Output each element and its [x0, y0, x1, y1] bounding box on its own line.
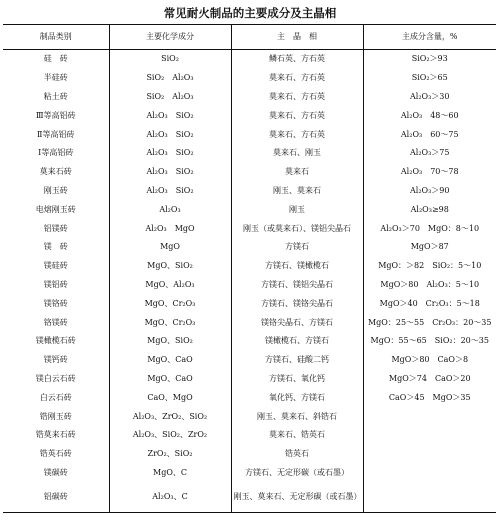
cell-composition: SiO₂ — [109, 50, 231, 69]
cell-category: 镁橄榄石砖 — [35, 336, 76, 346]
cell-composition: SiO₂ Al₂O₃ — [109, 88, 231, 107]
cell-composition: Al₂O₃ SiO₂ — [109, 144, 231, 163]
cell-phase: 莫来石、方石英 — [231, 125, 363, 144]
cell-phase: 方镁石、无定形碳（或石墨） — [231, 464, 363, 483]
cell-content — [363, 426, 496, 445]
cell-composition: MgO、Cr₂O₃ — [109, 294, 231, 313]
cell-phase: 莫来石、方石英 — [231, 69, 363, 88]
cell-category: Ⅲ等高铝砖 — [35, 110, 76, 120]
cell-category: 镁碳砖 — [43, 467, 68, 477]
header-row — [3, 25, 496, 50]
cell-phase: 莫来石 — [231, 163, 363, 182]
cell-category: 镁 砖 — [43, 242, 68, 252]
cell-content: MgO＞80 Al₂O₃：5～10 — [363, 276, 496, 295]
cell-composition: Al₂O₃、ZrO₂、SiO₂ — [109, 407, 231, 426]
table-title: 常见耐火制品的主要成分及主晶相 — [163, 6, 337, 20]
cell-phase: 镁橄榄石、方镁石 — [231, 332, 363, 351]
cell-category: 硅 砖 — [43, 54, 68, 64]
cell-category: 粘土砖 — [43, 91, 68, 101]
cell-phase: 方镁石、硅酸二钙 — [231, 351, 363, 370]
table-body — [3, 50, 496, 513]
cell-content: CaO＞45 MgO＞35 — [363, 388, 496, 407]
cell-composition: MgO、CaO — [109, 370, 231, 389]
cell-composition: Al₂O₃、SiO₂、ZrO₂ — [109, 426, 231, 445]
table-row — [3, 50, 496, 69]
table-row — [3, 351, 496, 370]
cell-content — [363, 482, 496, 513]
cell-phase: 莫来石、刚玉 — [231, 144, 363, 163]
cell-category: 镁铝砖 — [43, 279, 68, 289]
cell-category: 镁铬砖 — [43, 298, 68, 308]
cell-phase: 莫来石、锆英石 — [231, 426, 363, 445]
cell-phase: 刚玉 — [231, 200, 363, 219]
header-composition: 主要化学成分 — [109, 25, 231, 50]
cell-composition: Al₂O₃ MgO — [109, 219, 231, 238]
cell-content — [363, 445, 496, 464]
table-row — [3, 182, 496, 201]
table-row — [3, 445, 496, 464]
cell-phase: 氧化钙、方镁石 — [231, 388, 363, 407]
cell-content: Al₂O₃≥98 — [363, 200, 496, 219]
header-phase: 主 晶 相 — [231, 25, 363, 50]
cell-phase: 镁铬尖晶石、方镁石 — [231, 313, 363, 332]
table-row — [3, 106, 496, 125]
cell-content: MgO＞80 CaO＞8 — [363, 351, 496, 370]
cell-category: 莫来石砖 — [39, 167, 72, 177]
cell-composition: MgO — [109, 238, 231, 257]
cell-content: Al₂O₃ 48～60 — [363, 106, 496, 125]
cell-category: 铝碳砖 — [3, 482, 109, 513]
table-row — [3, 219, 496, 238]
cell-content: MgO：＞82 SiO₂：5～10 — [363, 257, 496, 276]
cell-phase: 刚玉、莫来石、无定形碳（或石墨） — [231, 482, 363, 513]
cell-phase: 方镁石、镁铝尖晶石 — [231, 276, 363, 295]
cell-phase: 方镁石、镁铬尖晶石 — [231, 294, 363, 313]
table-row — [3, 313, 496, 332]
table-row — [3, 332, 496, 351]
table-row — [3, 294, 496, 313]
cell-category: 半硅砖 — [43, 73, 68, 83]
cell-content: MgO：55～65 SiO₂：20～35 — [363, 332, 496, 351]
table-row — [3, 407, 496, 426]
table-row — [3, 464, 496, 483]
cell-category: 电熔刚玉砖 — [35, 204, 76, 214]
cell-content: MgO＞40 Cr₂O₃：5～18 — [363, 294, 496, 313]
cell-composition: MgO、CaO — [109, 351, 231, 370]
cell-content: MgO：25～55 Cr₂O₃：20～35 — [363, 313, 496, 332]
cell-composition: MgO、C — [109, 464, 231, 483]
cell-composition: CaO、MgO — [109, 388, 231, 407]
cell-composition: Al₂O₃ SiO₂ — [109, 106, 231, 125]
cell-composition: ZrO₂、SiO₂ — [109, 445, 231, 464]
cell-phase: 方镁石、氧化钙 — [231, 370, 363, 389]
refractory-table — [3, 24, 496, 513]
table-row — [3, 88, 496, 107]
cell-composition: MgO、SiO₂ — [109, 257, 231, 276]
table-row — [3, 370, 496, 389]
cell-content: Al₂O₃＞75 — [363, 144, 496, 163]
cell-phase: 鳞石英、方石英 — [231, 50, 363, 69]
cell-category: Ⅰ等高铝砖 — [38, 148, 74, 158]
cell-content: Al₂O₃＞70 MgO：8～10 — [363, 219, 496, 238]
cell-phase: 莫来石、方石英 — [231, 88, 363, 107]
cell-content: MgO＞74 CaO＞20 — [363, 370, 496, 389]
cell-phase: 方镁石、镁橄榄石 — [231, 257, 363, 276]
cell-composition: Al₂O₃ SiO₂ — [109, 163, 231, 182]
header-content: 主成分含量，% — [363, 25, 496, 50]
cell-composition: MgO、SiO₂ — [109, 332, 231, 351]
cell-phase: 莫来石、方石英 — [231, 106, 363, 125]
table-row — [3, 125, 496, 144]
cell-phase: 刚玉、莫来石 — [231, 182, 363, 201]
cell-content: Al₂O₃＞90 — [363, 182, 496, 201]
cell-phase: 刚玉、莫来石、斜锆石 — [231, 407, 363, 426]
table-row — [3, 257, 496, 276]
cell-composition: Al₂O₃ SiO₂ — [109, 182, 231, 201]
table-row — [3, 163, 496, 182]
cell-composition: MgO、Cr₂O₃ — [109, 313, 231, 332]
cell-category: 锆莫来石砖 — [35, 430, 76, 440]
cell-category: 锆英石砖 — [39, 449, 72, 459]
table-row — [3, 426, 496, 445]
cell-composition: MgO、Al₂O₃ — [109, 276, 231, 295]
cell-category: 镁硅砖 — [43, 261, 68, 271]
cell-content: SiO₂＞93 — [363, 50, 496, 69]
cell-category: 刚玉砖 — [43, 185, 68, 195]
cell-phase: 刚玉（或莫来石）、镁铝尖晶石 — [231, 219, 363, 238]
table-row — [3, 276, 496, 295]
table-row — [3, 200, 496, 219]
cell-phase: 方镁石 — [231, 238, 363, 257]
cell-composition: Al₂O₃、C — [109, 482, 231, 513]
cell-content — [363, 407, 496, 426]
header-category: 制品类别 — [3, 25, 109, 50]
cell-content — [363, 464, 496, 483]
cell-category: 铝镁砖 — [43, 223, 68, 233]
cell-category: Ⅱ等高铝砖 — [37, 129, 75, 139]
table-row — [3, 388, 496, 407]
cell-category: 白云石砖 — [39, 392, 72, 402]
cell-category: 镁白云石砖 — [35, 373, 76, 383]
cell-composition: SiO₂ Al₂O₃ — [109, 69, 231, 88]
cell-composition: Al₂O₃ — [109, 200, 231, 219]
cell-category: 铬镁砖 — [43, 317, 68, 327]
cell-content: SiO₂＞65 — [363, 69, 496, 88]
cell-category: 锆刚玉砖 — [39, 411, 72, 421]
cell-content: Al₂O₃＞30 — [363, 88, 496, 107]
table-row — [3, 144, 496, 163]
cell-category: 镁钙砖 — [43, 355, 68, 365]
cell-content: Al₂O₃ 60～75 — [363, 125, 496, 144]
table-row — [3, 238, 496, 257]
cell-content: MgO＞87 — [363, 238, 496, 257]
cell-phase: 锆英石 — [231, 445, 363, 464]
table-row — [3, 69, 496, 88]
cell-content: Al₂O₃ 70～78 — [363, 163, 496, 182]
table-row — [3, 482, 496, 513]
cell-composition: Al₂O₃ SiO₂ — [109, 125, 231, 144]
